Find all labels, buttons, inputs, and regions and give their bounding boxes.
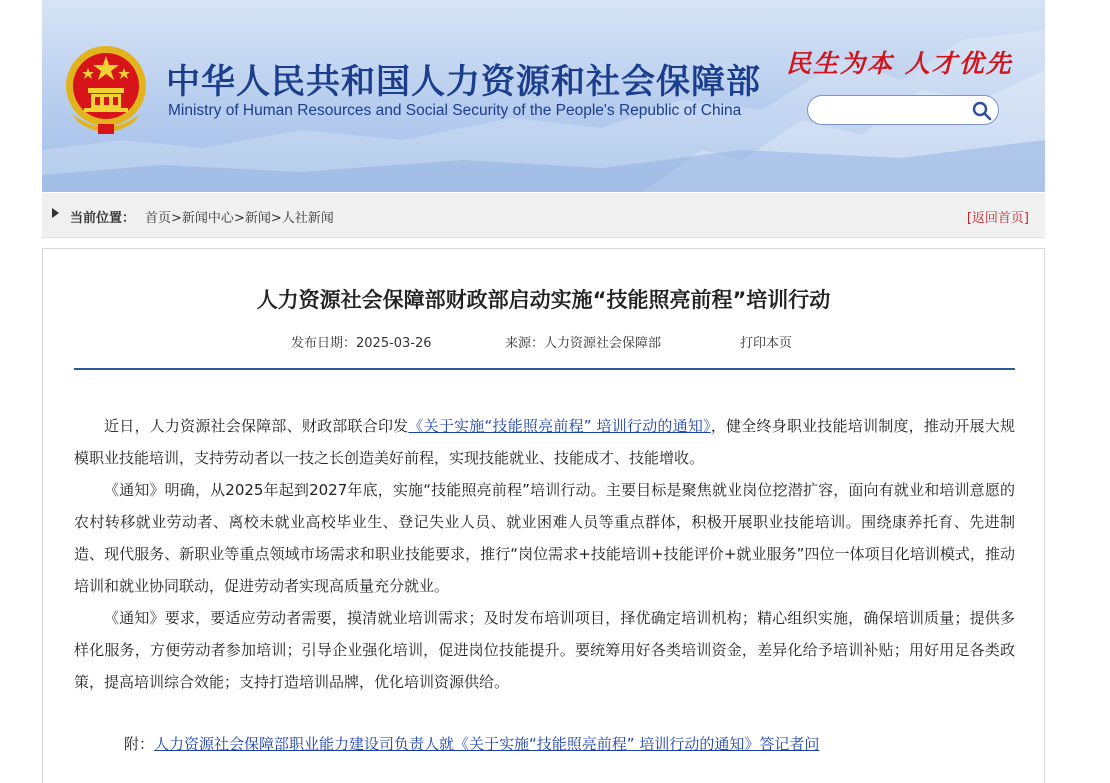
paragraph-1: 近日，人力资源社会保障部、财政部联合印发《关于实施“技能照亮前程” 培训行动的通知》，健全终身职业技能培训制度，推动开展大规模职业技能培训，支持劳动者以一技之长创造美好前程，实现技能就业、技能成才、技能增收。 bbox=[74, 417, 1015, 467]
slogan: 民生为本 人才优先 bbox=[786, 49, 1013, 78]
paragraph-3: 《通知》要求，要适应劳动者需要，摸清就业培训需求；及时发布培训项目，择优确定培训机构；精心组织实施，确保培训质量；提供多样化服务，方便劳动者参加培训；引导企业强化培训，促进岗位技能提升。要统筹用好各类培训资金，差异化给予培训补贴；用好用足各类政策，提高培训综合效能；支持打造培训品牌，优化培训资源供给。 bbox=[74, 609, 1015, 691]
print-page-link[interactable]: 打印本页 bbox=[740, 336, 793, 351]
interview-link[interactable]: 人力资源社会保障部职业能力建设司负责人就《关于实施“技能照亮前程” 培训行动的通知》答记者问 bbox=[154, 735, 820, 753]
national-emblem-icon bbox=[64, 44, 148, 136]
breadcrumb-item-news-center[interactable]: 新闻中心 bbox=[181, 211, 234, 226]
breadcrumb-item-hrss-news[interactable]: 人社新闻 bbox=[281, 211, 334, 226]
article-source: 来源：人力资源社会保障部 bbox=[505, 336, 662, 351]
breadcrumb-item-news[interactable]: 新闻 bbox=[244, 211, 271, 226]
attachment-line bbox=[124, 733, 819, 754]
site-title-chinese: 中华人民共和国人力资源和社会保障部 bbox=[166, 62, 761, 102]
breadcrumb-bar bbox=[42, 193, 1045, 238]
search-box bbox=[807, 95, 999, 125]
publish-date: 发布日期：2025-03-26 bbox=[291, 336, 432, 351]
notice-link[interactable]: 《关于实施“技能照亮前程” 培训行动的通知》 bbox=[408, 417, 711, 435]
site-header-banner bbox=[42, 0, 1045, 192]
breadcrumb: 首页>新闻中心>新闻>人社新闻 bbox=[145, 211, 334, 226]
site-title-english: Ministry of Human Resources and Social Security of the People's Republic of China bbox=[168, 102, 742, 119]
breadcrumb-item-home[interactable]: 首页 bbox=[145, 211, 172, 226]
article-body bbox=[74, 410, 1015, 698]
article-panel bbox=[42, 248, 1045, 783]
article-title: 人力资源社会保障部财政部启动实施“技能照亮前程”培训行动 bbox=[256, 288, 831, 312]
paragraph-2: 《通知》明确，从2025年起到2027年底，实施“技能照亮前程”培训行动。主要目标是聚焦就业岗位挖潜扩容，面向有就业和培训意愿的农村转移就业劳动者、离校未就业高校毕业生、登记失业人员、就业困难人员等重点群体，积极开展职业技能培训。围绕康养托育、先进制造、现代服务、新职业等重点领域市场需求和职业技能要求，推行“岗位需求+技能培训+技能评价+就业服务”四位一体项目化培训模式，推动培训和就业协同联动，促进劳动者实现高质量充分就业。 bbox=[74, 481, 1015, 595]
title-divider bbox=[74, 368, 1015, 370]
breadcrumb-label: 当前位置： bbox=[70, 211, 136, 226]
triangle-right-icon bbox=[52, 208, 59, 218]
search-icon[interactable] bbox=[972, 101, 992, 121]
search-input[interactable] bbox=[820, 100, 970, 120]
attachment-label: 附： bbox=[124, 735, 155, 753]
back-home-link[interactable]: [返回首页] bbox=[966, 211, 1029, 226]
